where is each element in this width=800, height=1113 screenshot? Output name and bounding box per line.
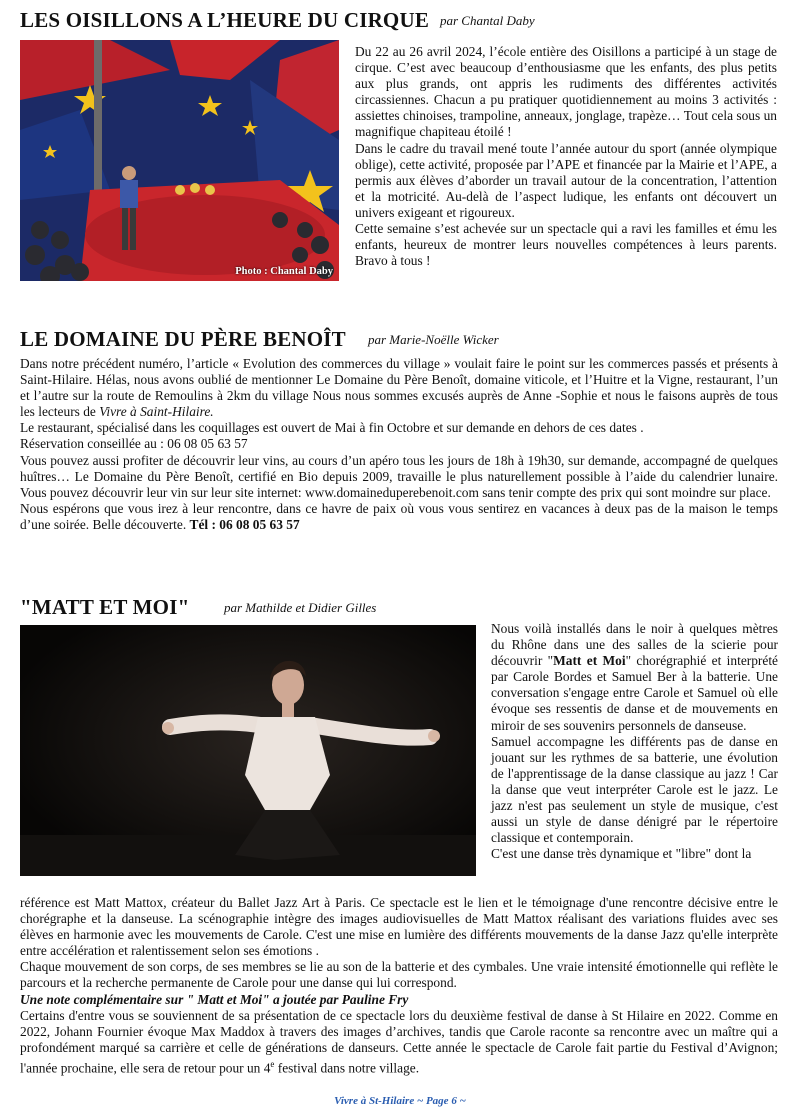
- article3-paragraph: C'est une danse très dynamique et "libre" dont la: [491, 846, 752, 862]
- article3-paragraph: référence est Matt Mattox, créateur du Ballet Jazz Art à Paris. Ce spectacle est le lien et le témoignage d'une rencontre décisive entre le chorégraphe et la danseuse. La scénographie intègre des images audiovisuelles de Matt Mattox réalisant des variations fluides avec ses élèves en harmonie avec les mouvements de Carole. C'est une mise en lumière des différents mouvements de la danse Jazz qu'elle interprète entre accélération et ralentissement selon ses émotions .: [20, 895, 778, 959]
- magazine-name: Vivre à Saint-Hilaire.: [99, 404, 214, 420]
- article2-paragraph: Nous espérons que vous irez à leur rencontre, dans ce havre de paix où vous vous sentirez en vacances à deux pas de la maison le temps d’une soirée. Belle découverte. Tél : 06 08 05 63 57: [20, 500, 778, 532]
- phone-number: Tél : 06 08 05 63 57: [189, 516, 300, 532]
- page-footer: Vivre à St-Hilaire ~ Page 6 ~: [334, 1095, 466, 1107]
- article3-note-heading: Une note complémentaire sur " Matt et Moi" a joutée par Pauline Fry: [20, 991, 409, 1007]
- article1-paragraph: Cette semaine s’est achevée sur un spectacle qui a ravi les familles et ému les enfants, heureux de montrer leurs nouvelles compétences à leurs parents. Bravo à tous !: [355, 221, 777, 269]
- article2-title: LE DOMAINE DU PÈRE BENOÎT: [20, 327, 346, 351]
- article3-byline: par Mathilde et Didier Gilles: [224, 600, 377, 615]
- article3-paragraph: Chaque mouvement de son corps, de ses membres se lie au son de la batterie et des cymbales. Une vraie intensité émotionnelle qui reflète le parcours et la recherche permanente de Carole pour une danse qui lui correspond.: [20, 959, 778, 991]
- article2-paragraph: Vous pouvez aussi profiter de découvrir leur vins, au cours d’un apéro tous les jours de 18h à 19h30, sur demande, accompagné de quelques huîtres… Le Domaine du Père Benoît, certifié en Bio depuis 2009, travaille le plus naturellement possible à l’aide du calendrier lunaire. Vous pouvez découvrir leur vin sur leur site internet: www.domaineduperebenoit.com sans tenir compte des prix qui sont moindre sur place.: [20, 452, 778, 500]
- article2-paragraph: Réservation conseillée au : 06 08 05 63 57: [20, 436, 248, 452]
- article1-body: [355, 44, 777, 269]
- article1-title: LES OISILLONS A L’HEURE DU CIRQUE: [20, 8, 430, 32]
- article2-paragraph: Le restaurant, spécialisé dans les coquillages est ouvert de Mai à fin Octobre et sur demande en dehors de ces dates .: [20, 420, 644, 436]
- article3-paragraph: Samuel accompagne les différents pas de danse en jouant sur les rythmes de sa batterie, une évolution de l'apprentissage de la danse classique au jazz ! Car la danse que veut interpréter Carole est le jazz. Le jazz n'est pas seulement un style de musique, c'est aussi un style de danse dénigré par le répertoire classique et contemporain.: [491, 733, 778, 846]
- photo-credit: Photo : Chantal Daby: [235, 266, 333, 277]
- show-title: Matt et Moi: [553, 653, 626, 669]
- article3-paragraph: Certains d'entre vous se souviennent de sa présentation de ce spectacle lors du deuxième festival de danse à St Hilaire en 2022. Comme en 2022, Johann Fournier évoque Max Maddox à travers des images d’archives, tandis que Carole raconte sa rencontre avec un maître qui a profondément marqué sa carrière et celle de générations de danseurs. Cette année le spectacle de Carole fait partie du Festival d’Avignon; l'année prochaine, elle sera de retour pour un 4e festival dans notre village.: [20, 1007, 778, 1076]
- article2-byline: par Marie-Noëlle Wicker: [368, 332, 499, 347]
- article1-paragraph: Dans le cadre du travail mené toute l’année autour du sport (année olympique oblige), cette activité, proposée par l’APE et financée par la Mairie et l’APE, a permis aux élèves d’aborder un travail autour de la concentration, l’attention et la motricité. Au-delà de l’aspect ludique, les enfants ont découvert un univers exigeant et rigoureux.: [355, 140, 777, 220]
- article3-side-column: [491, 621, 778, 862]
- article3-full-column: [20, 895, 778, 1077]
- article3-paragraph: Nous voilà installés dans le noir à quelques mètres du Rhône dans une des salles de la scierie pour découvrir "Matt et Moi" chorégraphié et interprété par Carole Bordes et Samuel Ber à la batterie. Une conversation s'engage entre Carole et Samuel où elle évoque ses ressentis de danse et de mouvements en miroir de ses souvenirs personnels de danseuse.: [491, 621, 778, 733]
- article1-byline: par Chantal Daby: [440, 13, 535, 28]
- article3-title: "MATT ET MOI": [20, 595, 190, 619]
- article1-paragraph: Du 22 au 26 avril 2024, l’école entière des Oisillons a participé à un stage de cirque. C’est avec beaucoup d’enthousiasme que les enfants, des plus petits aux plus grands, ont appris les rudiments des différentes activités circassiennes. Chacun a pu pratiquer quotidiennement au moins 3 activités : assiettes chinoises, trampoline, anneaux, jonglage, trapèze… Tout cela sous un magnifique chapiteau étoilé !: [355, 44, 777, 140]
- circus-photo: [20, 40, 339, 281]
- article2-body: [20, 356, 778, 533]
- dancer-photo: [20, 625, 476, 876]
- article2-paragraph: Dans notre précédent numéro, l’article « Evolution des commerces du village » voulait faire le point sur les commerces passés et présents à Saint-Hilaire. Hélas, nous avons oublié de mentionner Le Domaine du Père Benoît, domaine viticole, et l’Huitre et la Vigne, restaurant, l’un et l’autre sur la route de Remoulins à 2km du village Nous nous sommes excusés auprès de Anne -Sophie et nous le faisons auprès de tous les lecteurs de Vivre à Saint-Hilaire.: [20, 356, 778, 420]
